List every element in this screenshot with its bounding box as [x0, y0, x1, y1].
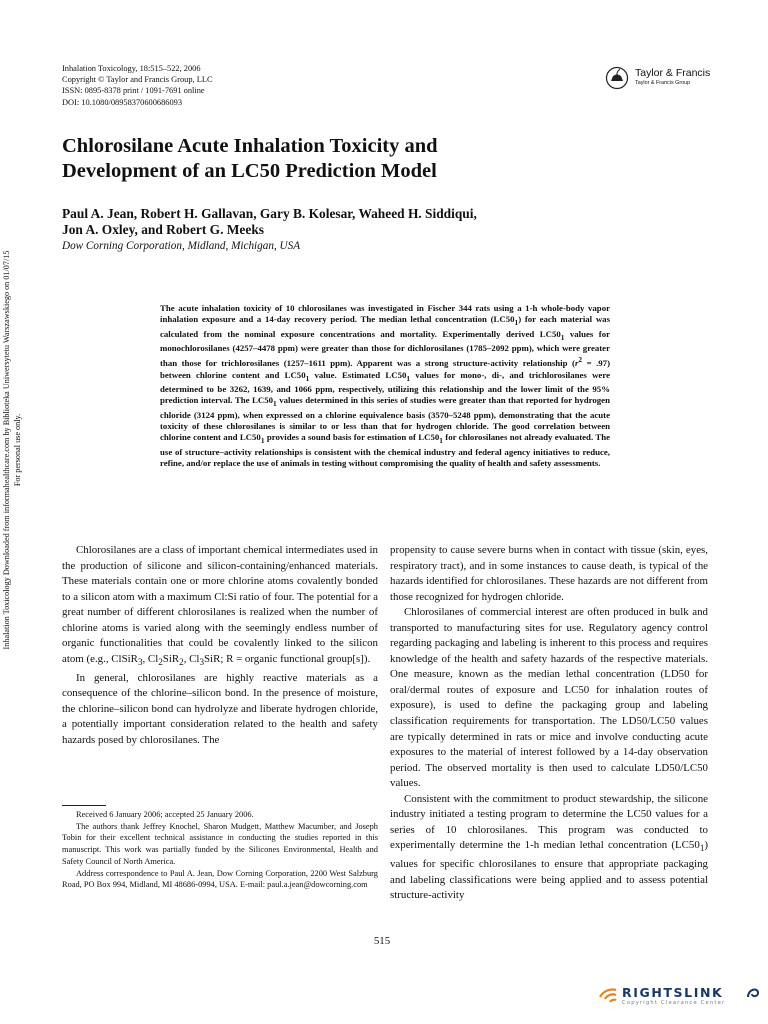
abstract-text: value. Estimated LC50 [309, 369, 407, 380]
body-text: Consistent with the commitment to product stewardship, the silicone industry initiated a testing program to determine the LC50 values for a series of 10 chlorosilanes. This program was conducted to experimentally determine the 1-h median lethal concentration (LC50 [390, 792, 708, 852]
download-watermark-line-1: Inhalation Toxicology Downloaded from informahealthcare.com by Biblioteka Uniwersytetu Warszawskiego on 01/07/15 [2, 250, 11, 650]
body-column-left [62, 543, 378, 748]
subscript: 3 [199, 657, 204, 667]
footnotes [62, 809, 378, 891]
publisher-group: Taylor & Francis Group [635, 80, 691, 86]
footnote-acknowledgment: The authors thank Jeffrey Knochel, Sharon Mudgett, Matthew Macumber, and Joseph Tobin for their excellent technical assistance in conducting the studies reported in this manuscript. This work was partially funded by the Silicones Environmental, Health and Safety Council of North America. [62, 821, 378, 866]
abstract-text: values for monochlorosilanes (4257–4478 ppm) were greater than those for dichlorosilanes (1785–2092 ppm), which were greater than those for trichlorosilanes (1257–1611 ppm). Apparent was a strong structure-activity relationship ( [160, 328, 611, 369]
rightslink-arcs-icon [596, 987, 620, 1007]
body-text: ) values for specific chlorosilanes to ensure that appropriate packaging and labeling classifications were being applied and to assess potential structure-activity [390, 839, 708, 902]
footnote-correspondence: Address correspondence to Paul A. Jean, Dow Corning Corporation, 2200 West Salzburg Road, PO Box 994, Midland, MI 48686-0994, USA. E-mail: paul.a.jean@dowcorning.com [62, 868, 378, 890]
subscript: 1 [699, 843, 705, 854]
abstract-text: The acute inhalation toxicity of 10 chlorosilanes was investigated in Fischer 344 rats using a 1-h whole-body vapor inhalation exposure and a 14-day recovery period. The median lethal concentration (LC50 [160, 303, 610, 325]
subscript: 1 [406, 373, 411, 383]
superscript: 2 [578, 355, 583, 365]
footnote-received: Received 6 January 2006; accepted 25 January 2006. [76, 810, 254, 819]
journal-doi: DOI: 10.1080/08958370600686093 [62, 97, 183, 107]
abstract-r-symbol: r [574, 358, 579, 369]
rightslink-logo-text: RIGHTSLINK [622, 985, 724, 1000]
publisher-logo [604, 65, 714, 91]
journal-citation: Inhalation Toxicology, 18:515–522, 2006 [62, 64, 201, 73]
abstract [160, 303, 610, 470]
authors-line-2: Jon A. Oxley, and Robert G. Meeks [62, 222, 264, 237]
abstract-text: for chlorosilanes not already evaluated. The use of structure–activity relationships is consistent with the chemical industry and federal agency initiatives to reduce, refine, and/or replace the use of animals in testing without compromising the quality of health and safety assessments. [160, 432, 610, 469]
body-column-right [390, 543, 708, 904]
author-affiliation: Dow Corning Corporation, Midland, Michigan, USA [62, 240, 301, 252]
article-title [62, 134, 582, 184]
journal-copyright: Copyright © Taylor and Francis Group, LLC [62, 75, 213, 85]
journal-metadata [62, 63, 362, 108]
subscript: 1 [439, 436, 443, 446]
article-title-line-1: Chlorosilane Acute Inhalation Toxicity and [62, 135, 438, 157]
body-text: Chlorosilanes are a class of important chemical intermediates used in the production of silicone and silicon-containing/enhanced materials. These materials contain one or more chlorine atoms covalently bonded to a silicon atom with a maximum Cl:Si ratio of four. The potential for a great number of different chlorosilanes is realized when the number of chlorine atoms is varied along with the seemingly endless number of organic functionalities that could be covalently linked to the silicon atom (e.g., ClSiR [62, 544, 378, 665]
body-paragraph [62, 543, 378, 671]
body-text: , Cl [142, 652, 159, 665]
article-authors [62, 206, 622, 238]
abstract-text: ) for each material was calculated from the nominal exposure concentrations and mortality. Experimentally derived LC50 [160, 314, 610, 339]
rightslink-badge[interactable] [596, 985, 760, 1011]
footnote-divider [62, 805, 106, 806]
article-title-line-2: Development of an LC50 Prediction Model [62, 160, 437, 182]
rightslink-swirl-icon [746, 985, 760, 1001]
body-text: SiR; R = organic functional group[s]). [203, 652, 371, 665]
page-number: 515 [373, 935, 391, 947]
abstract-text: provides a sound basis for estimation of LC50 [264, 432, 440, 443]
subscript: 1 [260, 436, 265, 446]
subscript: 3 [137, 657, 143, 667]
body-text: , Cl [183, 652, 200, 665]
body-paragraph: propensity to cause severe burns when in contact with tissue (skin, eyes, respiratory tract), and in some instances to cause death, is typical of the hazards identified for chlorosilanes. These hazards are not different from those recognized for hydrogen chloride. [390, 544, 708, 603]
subscript: 1 [273, 399, 277, 409]
journal-issn: ISSN: 0895-8378 print / 1091-7691 online [62, 86, 205, 96]
subscript: 1 [560, 332, 565, 342]
abstract-text: values for mono-, di-, and trichlorosilanes were determined to be 3262, 1639, and 1066 ppm, respectively, utilizing this relationship and the lower limit of the 95% prediction interval. The LC50 [160, 369, 610, 406]
body-paragraph: In general, chlorosilanes are highly reactive materials as a consequence of the chlorine–silicon bond. In the presence of moisture, the chlorine–silicon bond can hydrolyze and liberate hydrogen chloride, a potentially important consideration related to the health and safety hazards posed by chlorosilanes. The [62, 671, 378, 746]
body-paragraph [390, 792, 708, 904]
subscript: 1 [305, 373, 310, 383]
subscript: 2 [158, 657, 163, 667]
body-paragraph: Chlorosilanes of commercial interest are often produced in bulk and transported to manufacturing sites for use. Regulatory agency control regarding packaging and labeling is inherent to this process and requires knowledge of the health and safety hazards of the respective materials. One measure, known as the median lethal concentration (LD50 for oral/dermal routes of exposure and LC50 for inhalation routes of exposure), is used to define the packaging group and labeling classification requirements for transportation. The LD50/LC50 values are typically determined in rats or mice and involve conducting acute exposures to the material of interest followed by a 14-day observation period. The observed mortality is then used to calculate LD50/LC50 values. [390, 606, 708, 790]
abstract-text: = .97) between chlorine content and LC50 [160, 358, 611, 380]
subscript: 1 [514, 318, 519, 328]
publisher-name: Taylor & Francis [635, 67, 711, 79]
body-text: SiR [162, 652, 180, 665]
rightslink-tagline: Copyright Clearance Center [622, 1000, 726, 1006]
publisher-lamp-icon [604, 66, 630, 90]
abstract-text: values determined in this series of studies were greater than that reported for hydrogen chloride (3124 ppm), when expressed on a chlorine equivalence basis (3570–5248 ppm), demonstrating that the acute toxicity of these chlorosilanes is similar to or less than that for hydrogen chloride. The good correlation between chlorine content and LC50 [160, 395, 610, 443]
subscript: 2 [179, 657, 184, 667]
authors-line-1: Paul A. Jean, Robert H. Gallavan, Gary B. Kolesar, Waheed H. Siddiqui, [62, 206, 477, 221]
download-watermark-line-2: For personal use only. [12, 413, 22, 487]
download-watermark [2, 220, 23, 680]
